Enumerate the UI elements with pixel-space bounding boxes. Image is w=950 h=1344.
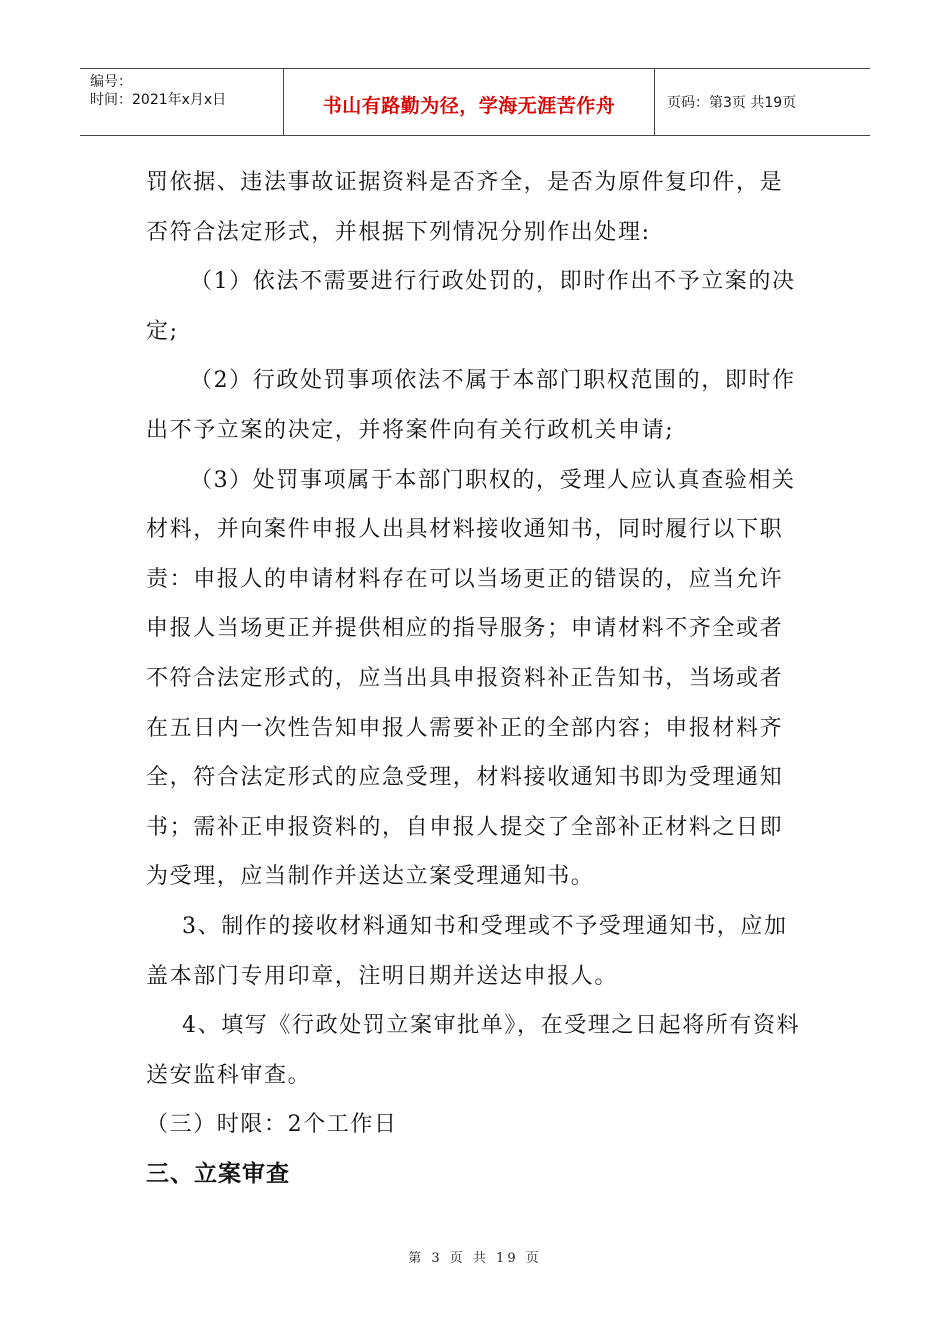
page-footer: 第 3 页 共 19 页	[408, 1251, 542, 1266]
document-date: 时间：2021年x月x日	[90, 92, 227, 108]
paragraph: （三）时限：2个工作日	[146, 1112, 398, 1138]
paragraph: （1）依法不需要进行行政处罚的，即时作出不予立案的决定;	[146, 269, 796, 344]
header-page-info	[655, 69, 870, 135]
header-meta	[80, 69, 284, 135]
paragraph: （2）行政处罚事项依法不属于本部门职权范围的，即时作出不予立案的决定，并将案件向有关行政机关申请;	[146, 368, 796, 443]
header-motto-cell	[284, 69, 655, 135]
page-info-text: 页码：第3页 共19页	[667, 95, 797, 111]
paragraph: （3）处罚事项属于本部门职权的，受理人应认真查验相关材料，并向案件申报人出具材料接收通知书，同时履行以下职责：申报人的申请材料存在可以当场更正的错误的，应当允许申报人当场更正并提供相应的指导服务；申请材料不齐全或者不符合法定形式的，应当出具申报资料补正告知书，当场或者在五日内一次性告知申报人需要补正的全部内容；申报材料齐全，符合法定形式的应急受理，材料接收通知书即为受理通知书；需补正申报资料的，自申报人提交了全部补正材料之日即为受理，应当制作并送达立案受理通知书。	[146, 467, 796, 890]
header-motto: 书山有路勤为径，学海无涯苦作舟	[322, 94, 616, 117]
document-number-label: 编号：	[90, 74, 132, 90]
paragraph: 4、填写《行政处罚立案审批单》，在受理之日起将所有资料送安监科审查。	[146, 1013, 801, 1088]
paragraph: 3、制作的接收材料通知书和受理或不予受理通知书，应加盖本部门专用印章，注明日期并送达申报人。	[146, 913, 788, 989]
paragraph: 罚依据、违法事故证据资料是否齐全，是否为原件复印件，是否符合法定形式，并根据下列情况分别作出处理:	[146, 170, 784, 245]
page-header	[80, 68, 870, 136]
section-heading: 三、立案审查	[146, 1160, 290, 1187]
document-body	[146, 158, 806, 1199]
